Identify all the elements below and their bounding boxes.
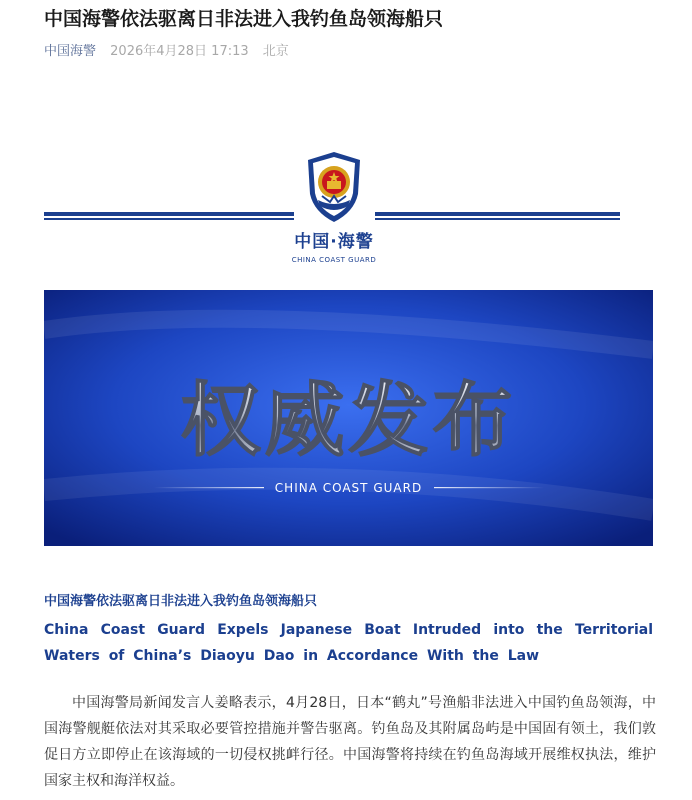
coast-guard-logo: [44, 148, 620, 273]
headline-en: China Coast Guard Expels Japanese Boat Intruded into the Territorial Waters of China’s Diaoyu Dao in Accordance With the Law: [44, 622, 653, 664]
publish-location: 北京: [262, 44, 289, 59]
logo-name-en: CHINA COAST GUARD: [291, 256, 377, 264]
publish-time: 2026年4月28日 17:13: [110, 44, 249, 59]
headline-cn: 中国海警依法驱离日非法进入我钓鱼岛领海船只: [44, 594, 318, 609]
article-meta: [44, 43, 289, 61]
account-name-link[interactable]: 中国海警: [44, 44, 97, 59]
announcement-banner: [44, 290, 653, 546]
article-body-paragraph: 中国海警局新闻发言人姜略表示，4月28日，日本“鹤丸”号渔船非法进入中国钓鱼岛领海，中国海警舰艇依法对其采取必要管控措施并警告驱离。钓鱼岛及其附属岛屿是中国固有领土，我们敦促日方立即停止在该海域的一切侵权挑衅行径。中国海警将持续在钓鱼岛海域开展维权执法，维护国家主权和海洋权益。: [44, 695, 656, 789]
logo-name-cn: 中国·海警: [294, 232, 374, 252]
banner-background: [44, 290, 653, 546]
logo-rule-left: [44, 212, 294, 220]
banner-title-text: 权威发布: [180, 374, 517, 467]
banner-subtitle: CHINA COAST GUARD: [274, 481, 423, 495]
article-title: 中国海警依法驱离日非法进入我钓鱼岛领海船只: [44, 8, 444, 30]
logo-rule-right: [375, 212, 620, 220]
coast-guard-emblem-icon: [300, 148, 368, 226]
